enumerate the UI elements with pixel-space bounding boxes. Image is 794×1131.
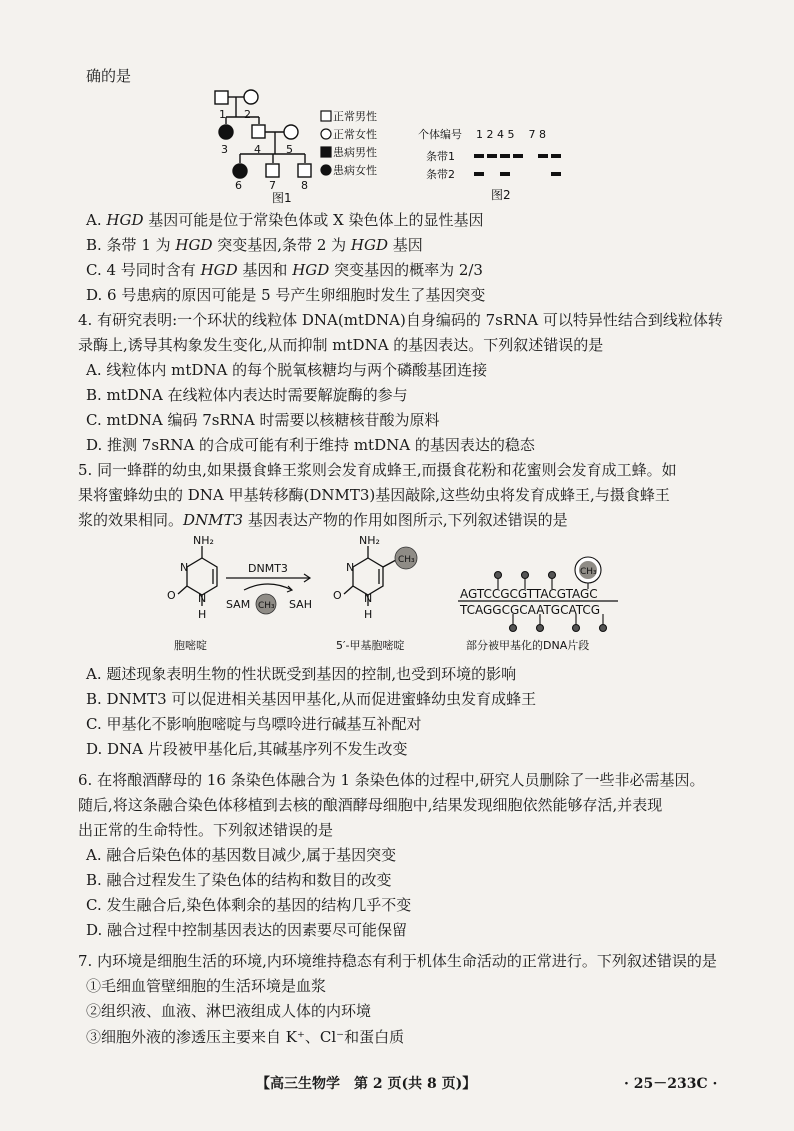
option-a: A. 题述现象表明生物的性状既受到基因的控制,也受到环境的影响 [86,665,517,683]
legend-normal-female-icon [321,129,331,139]
individual-2-normal-female [244,90,258,104]
option-d: D. DNA 片段被甲基化后,其碱基序列不发生改变 [86,740,408,758]
statement-1: ①毛细血管壁细胞的生活环境是血浆 [86,977,327,995]
oxygen-label: O [167,589,176,602]
band-figure [412,126,572,204]
question-5-stem: 果将蜜蜂幼虫的 DNA 甲基转移酶(DNMT3)基因敲除,这些幼虫将发育成蜂王,与摄食蜂王 [78,486,670,504]
reaction-arrow [226,574,310,592]
individual-7-normal-male [266,164,279,177]
question-fragment: 确的是 [86,67,132,85]
band2-label: 条带2 [426,168,455,181]
individual-number: 6 [235,179,242,192]
statement-3: ③细胞外液的渗透压主要来自 K⁺、Cl⁻和蛋白质 [86,1028,405,1046]
individual-6-affected-female [233,164,247,178]
individual-number: 3 [221,143,228,156]
question-6-stem: 6. 在将酿酒酵母的 16 条染色体融合为 1 条染色体的过程中,研究人员删除了一些非必需基因。 [78,771,705,789]
option-c: C. mtDNA 编码 7sRNA 时需要以核糖核苷酸为原料 [86,411,440,429]
question-4-stem: 录酶上,诱导其构象发生变化,从而抑制 mtDNA 的基因表达。下列叙述错误的是 [78,336,604,354]
option-b: B. 融合过程发生了染色体的结构和数目的改变 [86,871,392,889]
option-b: B. mtDNA 在线粒体内表达时需要解旋酶的参与 [86,386,408,404]
band1-ind2 [487,154,497,158]
band1-ind5 [513,154,523,158]
band2-ind1 [474,172,484,176]
amino-group-label: NH₂ [359,534,380,547]
methylcytosine-label: 5′-甲基胞嘧啶 [336,639,405,652]
legend-affected-male-icon [321,147,331,157]
question-6-stem: 出正常的生命特性。下列叙述错误的是 [78,821,334,839]
band-header-label: 个体编号 [418,128,462,141]
individual-number: 2 [244,108,251,121]
band1-ind1 [474,154,484,158]
option-c: C. 发生融合后,染色体剩余的基因的结构几乎不变 [86,896,412,914]
amino-group-label: NH₂ [193,534,214,547]
band1-ind7 [538,154,548,158]
sam-label: SAM [226,598,251,611]
nitrogen-label: N [180,561,189,574]
band1-ind8 [551,154,561,158]
figure-caption: 图2 [491,188,511,202]
legend-label: 患病男性 [333,146,377,159]
sah-label: SAH [289,598,312,611]
figure-caption: 图1 [272,191,292,204]
option-a: A. HGD 基因可能是位于常染色体或 X 染色体上的显性基因 [86,211,484,229]
page-footer: 【高三生物学 第 2 页(共 8 页)】 [256,1076,477,1092]
option-d: D. 6 号患病的原因可能是 5 号产生卵细胞时发生了基因突变 [86,286,486,304]
individual-8-normal-male [298,164,311,177]
individual-4-normal-male [252,125,265,138]
statement-2: ②组织液、血液、淋巴液组成人体的内环境 [86,1002,372,1020]
band2-ind8 [551,172,561,176]
individual-number: 7 [269,179,276,192]
individual-number: 1 [219,108,226,121]
dna-fragment-label: 部分被甲基化的DNA片段 [466,639,590,652]
methylation-figure [140,534,640,658]
individual-3-affected-female [219,125,233,139]
oxygen-label: O [333,589,342,602]
pedigree-figure [200,84,380,204]
question-5-stem: 浆的效果相同。DNMT3 基因表达产物的作用如图所示,下列叙述错误的是 [78,511,568,529]
option-c: C. 4 号同时含有 HGD 基因和 HGD 突变基因的概率为 2/3 [86,261,483,279]
legend-label: 患病女性 [333,164,377,177]
option-d: D. 融合过程中控制基因表达的因素要尽可能保留 [86,921,408,939]
methyl-group-label: CH₃ [258,601,275,611]
methyl-group-label: CH₃ [398,555,415,565]
hydrogen-label: H [198,608,207,621]
option-b: B. 条带 1 为 HGD 突变基因,条带 2 为 HGD 基因 [86,236,423,254]
legend-affected-female-icon [321,165,331,175]
hydrogen-label: H [364,608,373,621]
nitrogen-label: N [364,592,373,605]
question-5-stem: 5. 同一蜂群的幼虫,如果摄食蜂王浆则会发育成蜂王,而摄食花粉和花蜜则会发育成工蜂。如 [78,461,677,479]
band1-label: 条带1 [426,150,455,163]
individual-number: 5 [286,143,293,156]
question-6-stem: 随后,将这条融合染色体移植到去核的酿酒酵母细胞中,结果发现细胞依然能够存活,并表现 [78,796,663,814]
dna-top-strand: AGTCCGCGTTACGTAGC [460,587,598,601]
individual-number: 4 [254,143,261,156]
option-a: A. 线粒体内 mtDNA 的每个脱氧核糖均与两个磷酸基团连接 [86,361,488,379]
legend-normal-male-icon [321,111,331,121]
band1-ind4 [500,154,510,158]
cytosine-label: 胞嘧啶 [174,639,207,652]
option-b: B. DNMT3 可以促进相关基因甲基化,从而促进蜜蜂幼虫发育成蜂王 [86,690,537,708]
legend-label: 正常男性 [333,110,377,123]
individual-5-normal-female [284,125,298,139]
nitrogen-label: N [346,561,355,574]
option-c: C. 甲基化不影响胞嘧啶与鸟嘌呤进行碱基互补配对 [86,715,422,733]
enzyme-label: DNMT3 [248,562,288,575]
methyl-group-label: CH₃ [580,567,597,577]
legend-label: 正常女性 [333,128,377,141]
individual-number: 8 [301,179,308,192]
question-7-stem: 7. 内环境是细胞生活的环境,内环境维持稳态有利于机体生命活动的正常进行。下列叙述错误的是 [78,952,717,970]
question-4-stem: 4. 有研究表明:一个环状的线粒体 DNA(mtDNA)自身编码的 7sRNA 可以特异性结合到线粒体转 [78,311,723,329]
band-individual-ids: 1 2 4 5 7 8 [476,128,546,141]
dna-bottom-strand: TCAGGCGCAATGCATCG [460,603,601,617]
exam-code: · 25－233C · [624,1076,718,1092]
option-a: A. 融合后染色体的基因数目减少,属于基因突变 [86,846,397,864]
band2-ind4 [500,172,510,176]
nitrogen-label: N [198,592,207,605]
option-d: D. 推测 7sRNA 的合成可能有利于维持 mtDNA 的基因表达的稳态 [86,436,535,454]
individual-1-normal-male [215,91,228,104]
